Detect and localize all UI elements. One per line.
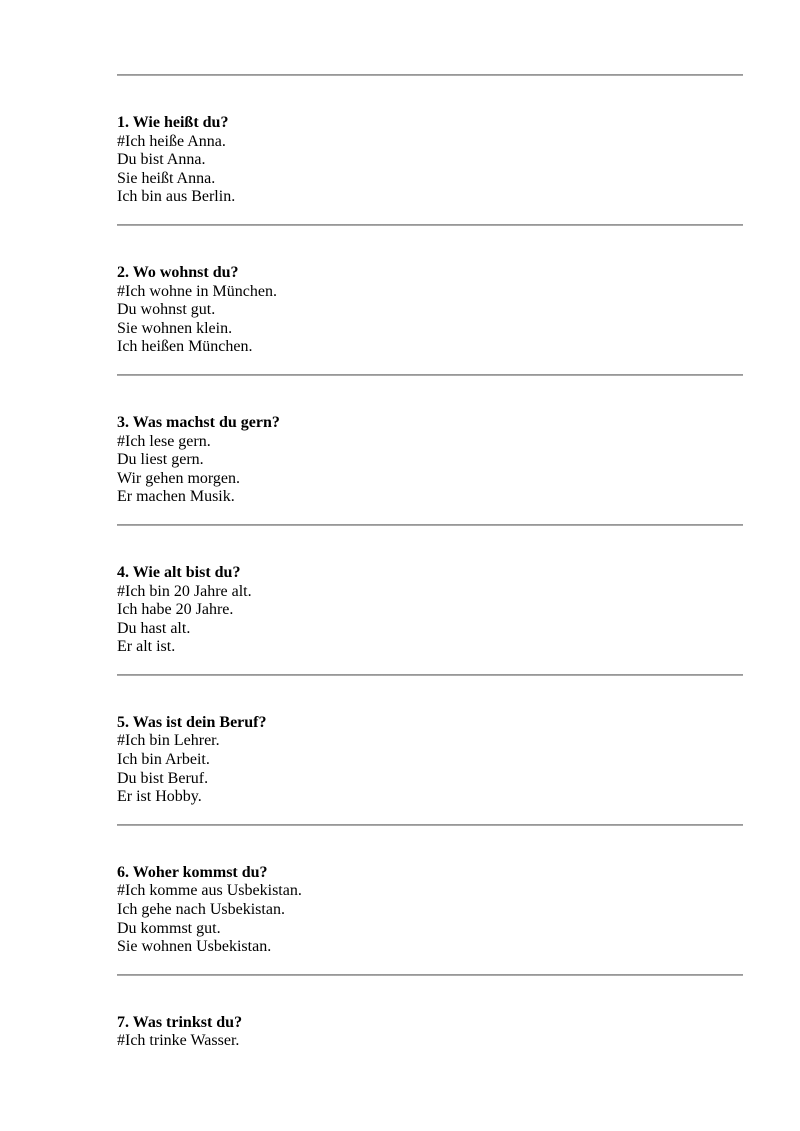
answer-option: Du bist Anna.: [117, 151, 206, 169]
section-divider: [117, 374, 743, 376]
answer-option: Ich gehe nach Usbekistan.: [117, 901, 285, 919]
answer-option: Ich bin Arbeit.: [117, 751, 210, 769]
answer-option: #Ich lese gern.: [117, 432, 211, 450]
section-divider: [117, 74, 743, 76]
section-divider: [117, 974, 743, 976]
question-block: [117, 264, 743, 357]
question-block: [117, 864, 743, 957]
answer-option: Er ist Hobby.: [117, 788, 202, 806]
question-title: 5. Was ist dein Beruf?: [117, 713, 267, 731]
answer-option: Ich bin aus Berlin.: [117, 188, 236, 206]
answer-option: Du liest gern.: [117, 451, 204, 469]
question-title: 3. Was machst du gern?: [117, 413, 280, 431]
answer-option: Du bist Beruf.: [117, 769, 209, 787]
question-block: [117, 414, 743, 507]
question-title: 6. Woher kommst du?: [117, 863, 268, 881]
question-title: 4. Wie alt bist du?: [117, 563, 241, 581]
answer-option: #Ich heiße Anna.: [117, 132, 226, 150]
answer-option: #Ich bin Lehrer.: [117, 732, 220, 750]
question-title: 2. Wo wohnst du?: [117, 263, 239, 281]
section-divider: [117, 524, 743, 526]
answer-option: Er alt ist.: [117, 638, 176, 656]
question-block: [117, 564, 743, 657]
question-title: 1. Wie heißt du?: [117, 114, 229, 131]
quiz-document: [117, 0, 743, 1051]
answer-option: Ich habe 20 Jahre.: [117, 601, 234, 619]
answer-option: #Ich bin 20 Jahre alt.: [117, 582, 252, 600]
section-divider: [117, 224, 743, 226]
answer-option: #Ich wohne in München.: [117, 282, 277, 300]
answer-option: Du wohnst gut.: [117, 301, 216, 319]
answer-option: Du hast alt.: [117, 619, 191, 637]
answer-option: Er machen Musik.: [117, 488, 235, 506]
answer-option: Sie heißt Anna.: [117, 169, 216, 187]
answer-option: Ich heißen München.: [117, 338, 253, 356]
answer-option: #Ich komme aus Usbekistan.: [117, 882, 302, 900]
section-divider: [117, 674, 743, 676]
question-block: [117, 114, 743, 207]
question-block: [117, 1014, 743, 1051]
question-title: 7. Was trinkst du?: [117, 1013, 243, 1031]
answer-option: Wir gehen morgen.: [117, 469, 241, 487]
answer-option: Du kommst gut.: [117, 919, 221, 937]
question-block: [117, 714, 743, 807]
section-divider: [117, 824, 743, 826]
answer-option: Sie wohnen klein.: [117, 319, 233, 337]
answer-option: #Ich trinke Wasser.: [117, 1032, 240, 1050]
answer-option: Sie wohnen Usbekistan.: [117, 938, 272, 956]
